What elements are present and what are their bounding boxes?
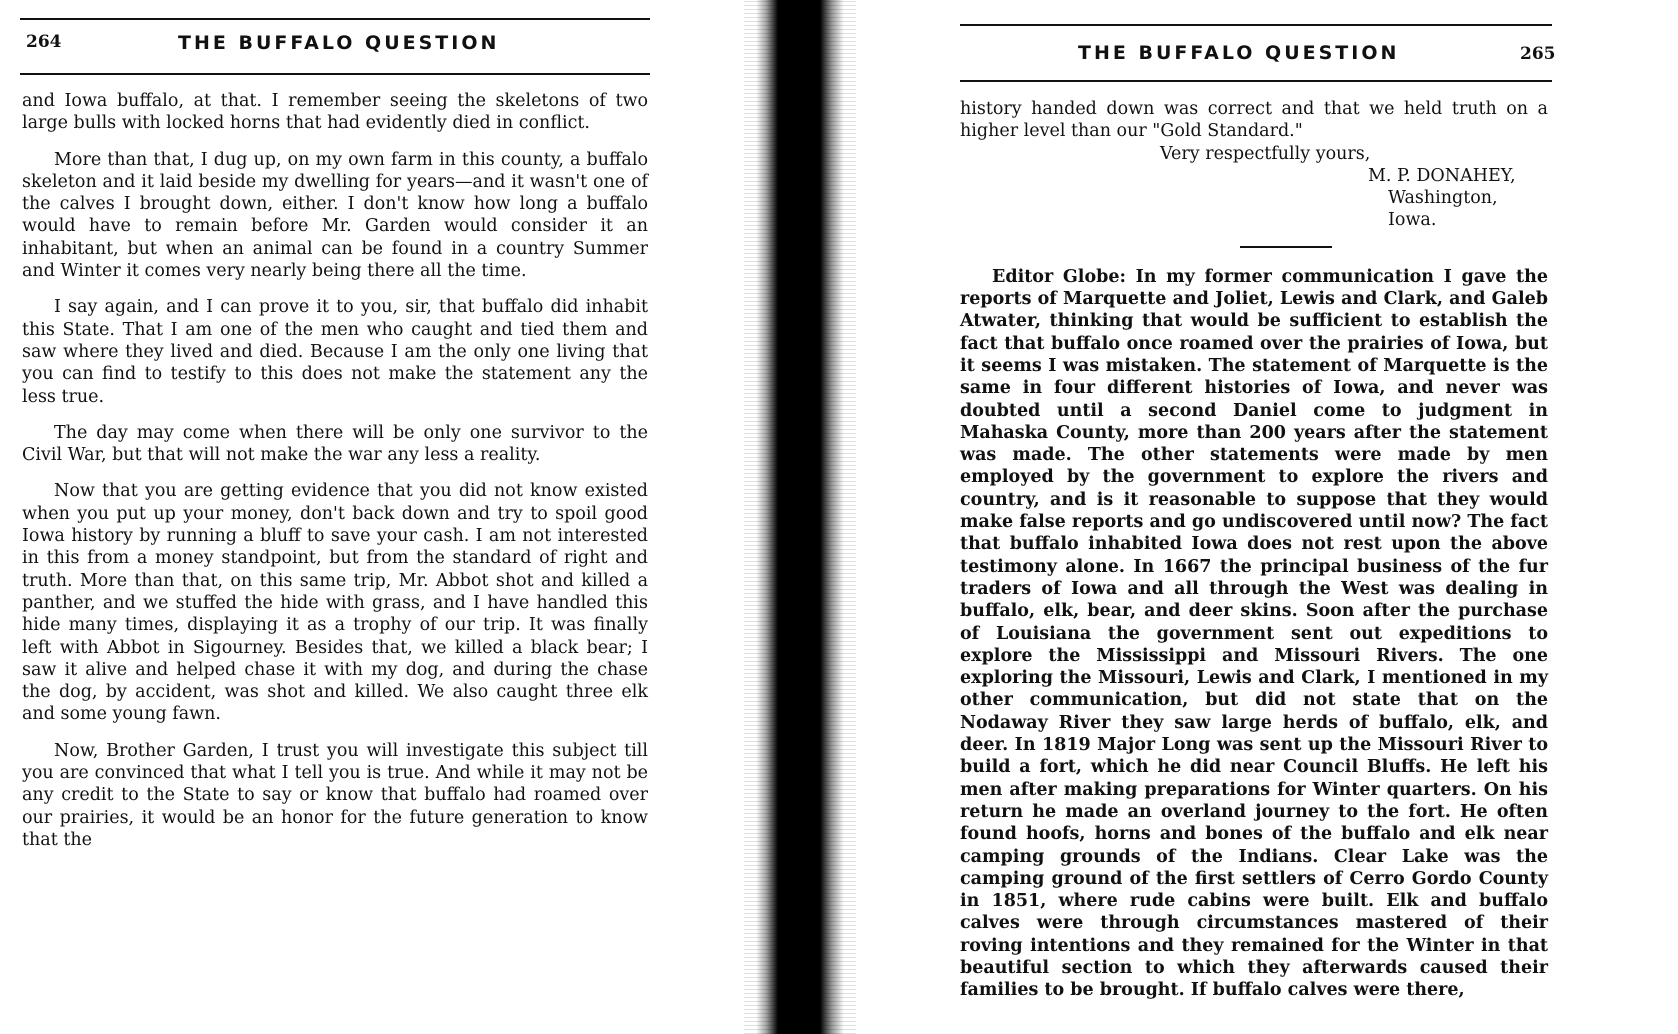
left-page bbox=[0, 0, 720, 1034]
right-page bbox=[960, 0, 1678, 1034]
left-text-column bbox=[22, 90, 648, 865]
paragraph: Now, Brother Garden, I trust you will investigate this subject till you are convinced that what I tell you is true. And while it may not be any credit to the State to say or know that buffalo had roamed over our prairies, it would be an honor for the future generation to know that the bbox=[22, 740, 648, 850]
top-rule bbox=[20, 18, 650, 20]
top-rule bbox=[960, 24, 1552, 26]
binding-gutter bbox=[756, 0, 844, 1034]
running-head: THE BUFFALO QUESTION bbox=[1078, 42, 1400, 64]
paragraph: I say again, and I can prove it to you, sir, that buffalo did inhabit this State. That I am one of the men who caught and tied them and saw where they lived and died. Because I am the only one living that you can find to testify to this does not make the statement any the less true. bbox=[22, 297, 648, 407]
paragraph: history handed down was correct and that we held truth on a higher level than our "Gold Standard." bbox=[960, 99, 1548, 142]
paragraph: and Iowa buffalo, at that. I remember seeing the skeletons of two large bulls with locked horns that had evidently died in conflict. bbox=[22, 91, 648, 134]
section-divider bbox=[1240, 246, 1332, 248]
page-number: 264 bbox=[26, 32, 62, 52]
letter-closing: Very respectfully yours, bbox=[1160, 143, 1371, 164]
paragraph: The day may come when there will be only one survivor to the Civil War, but that will not make the war any less a reality. bbox=[22, 422, 648, 466]
header-rule bbox=[960, 80, 1552, 82]
right-text-column bbox=[960, 98, 1548, 1016]
signature-name: M. P. DONAHEY, bbox=[1368, 165, 1516, 186]
letter-body: Editor Globe: In my former communication I gave the reports of Marquette and Joliet, Lewis and Clark, and Galeb Atwater, thinking that would be sufficient to establish the fact that buffalo once roamed over the prairies of Iowa, but it seems I was mistaken. The statement of Marquette is the same in four different histories of Iowa, and never was doubted until a second Daniel come to judgment in Mahaska County, more than 200 years after the statement was made. The other statements were made by men employed by the government to explore the rivers and country, and is it reasonable to suppose that they would make false reports and go undiscovered until now? The fact that buffalo inhabited Iowa does not rest upon the above testimony alone. In 1667 the principal business of the fur traders of Iowa and all through the West was dealing in buffalo, elk, bear, and deer skins. Soon after the purchase of Louisiana the government sent out expeditions to explore the Mississippi and Missouri Rivers. The one exploring the Missouri, Lewis and Clark, I mentioned in my other communication, but did not state that on the Nodaway River they saw large herds of buffalo, elk, and deer. In 1819 Major Long was sent up the Missouri River to build a fort, which he did near Council Bluffs. He left his men after making preparations for Winter quarters. On his return he made an overland journey to the fort. He often found hoofs, horns and bones of the buffalo and elk near camping grounds of the Indians. Clear Lake was the camping ground of the first settlers of Cerro Gordo County in 1851, where rude cabins were built. Elk and buffalo calves were through circumstances mastered of their roving intentions and they remained for the Winter in that beautiful section to which they afterwards caused their families to be brought. If buffalo calves were there, bbox=[960, 266, 1548, 1001]
running-head: THE BUFFALO QUESTION bbox=[178, 32, 500, 54]
signature-place: Washington, Iowa. bbox=[1388, 188, 1498, 231]
paragraph: More than that, I dug up, on my own farm in this county, a buffalo skeleton and it laid beside my dwelling for years—and it wasn't one of the calves I brought down, either. I don't know how long a buffalo would have to remain before Mr. Garden would consider it an inhabitant, but when an animal can be found in a country Summer and Winter it comes very nearly being there all the time. bbox=[22, 149, 648, 282]
paragraph: Now that you are getting evidence that you did not know existed when you put up your money, don't back down and try to spoil good Iowa history by running a bluff to save your cash. I am not interested in this from a money standpoint, but from the standard of right and truth. More than that, on this same trip, Mr. Abbot shot and killed a panther, and we stuffed the hide with grass, and I have handled this hide many times, displaying it as a trophy of our trip. It was finally left with Abbot in Sigourney. Besides that, we killed a black bear; I saw it alive and helped chase it with my dog, and during the chase the dog, by accident, was shot and killed. We also caught three elk and some young fawn. bbox=[22, 481, 648, 725]
header-rule bbox=[20, 73, 650, 75]
page-number: 265 bbox=[1520, 44, 1556, 64]
